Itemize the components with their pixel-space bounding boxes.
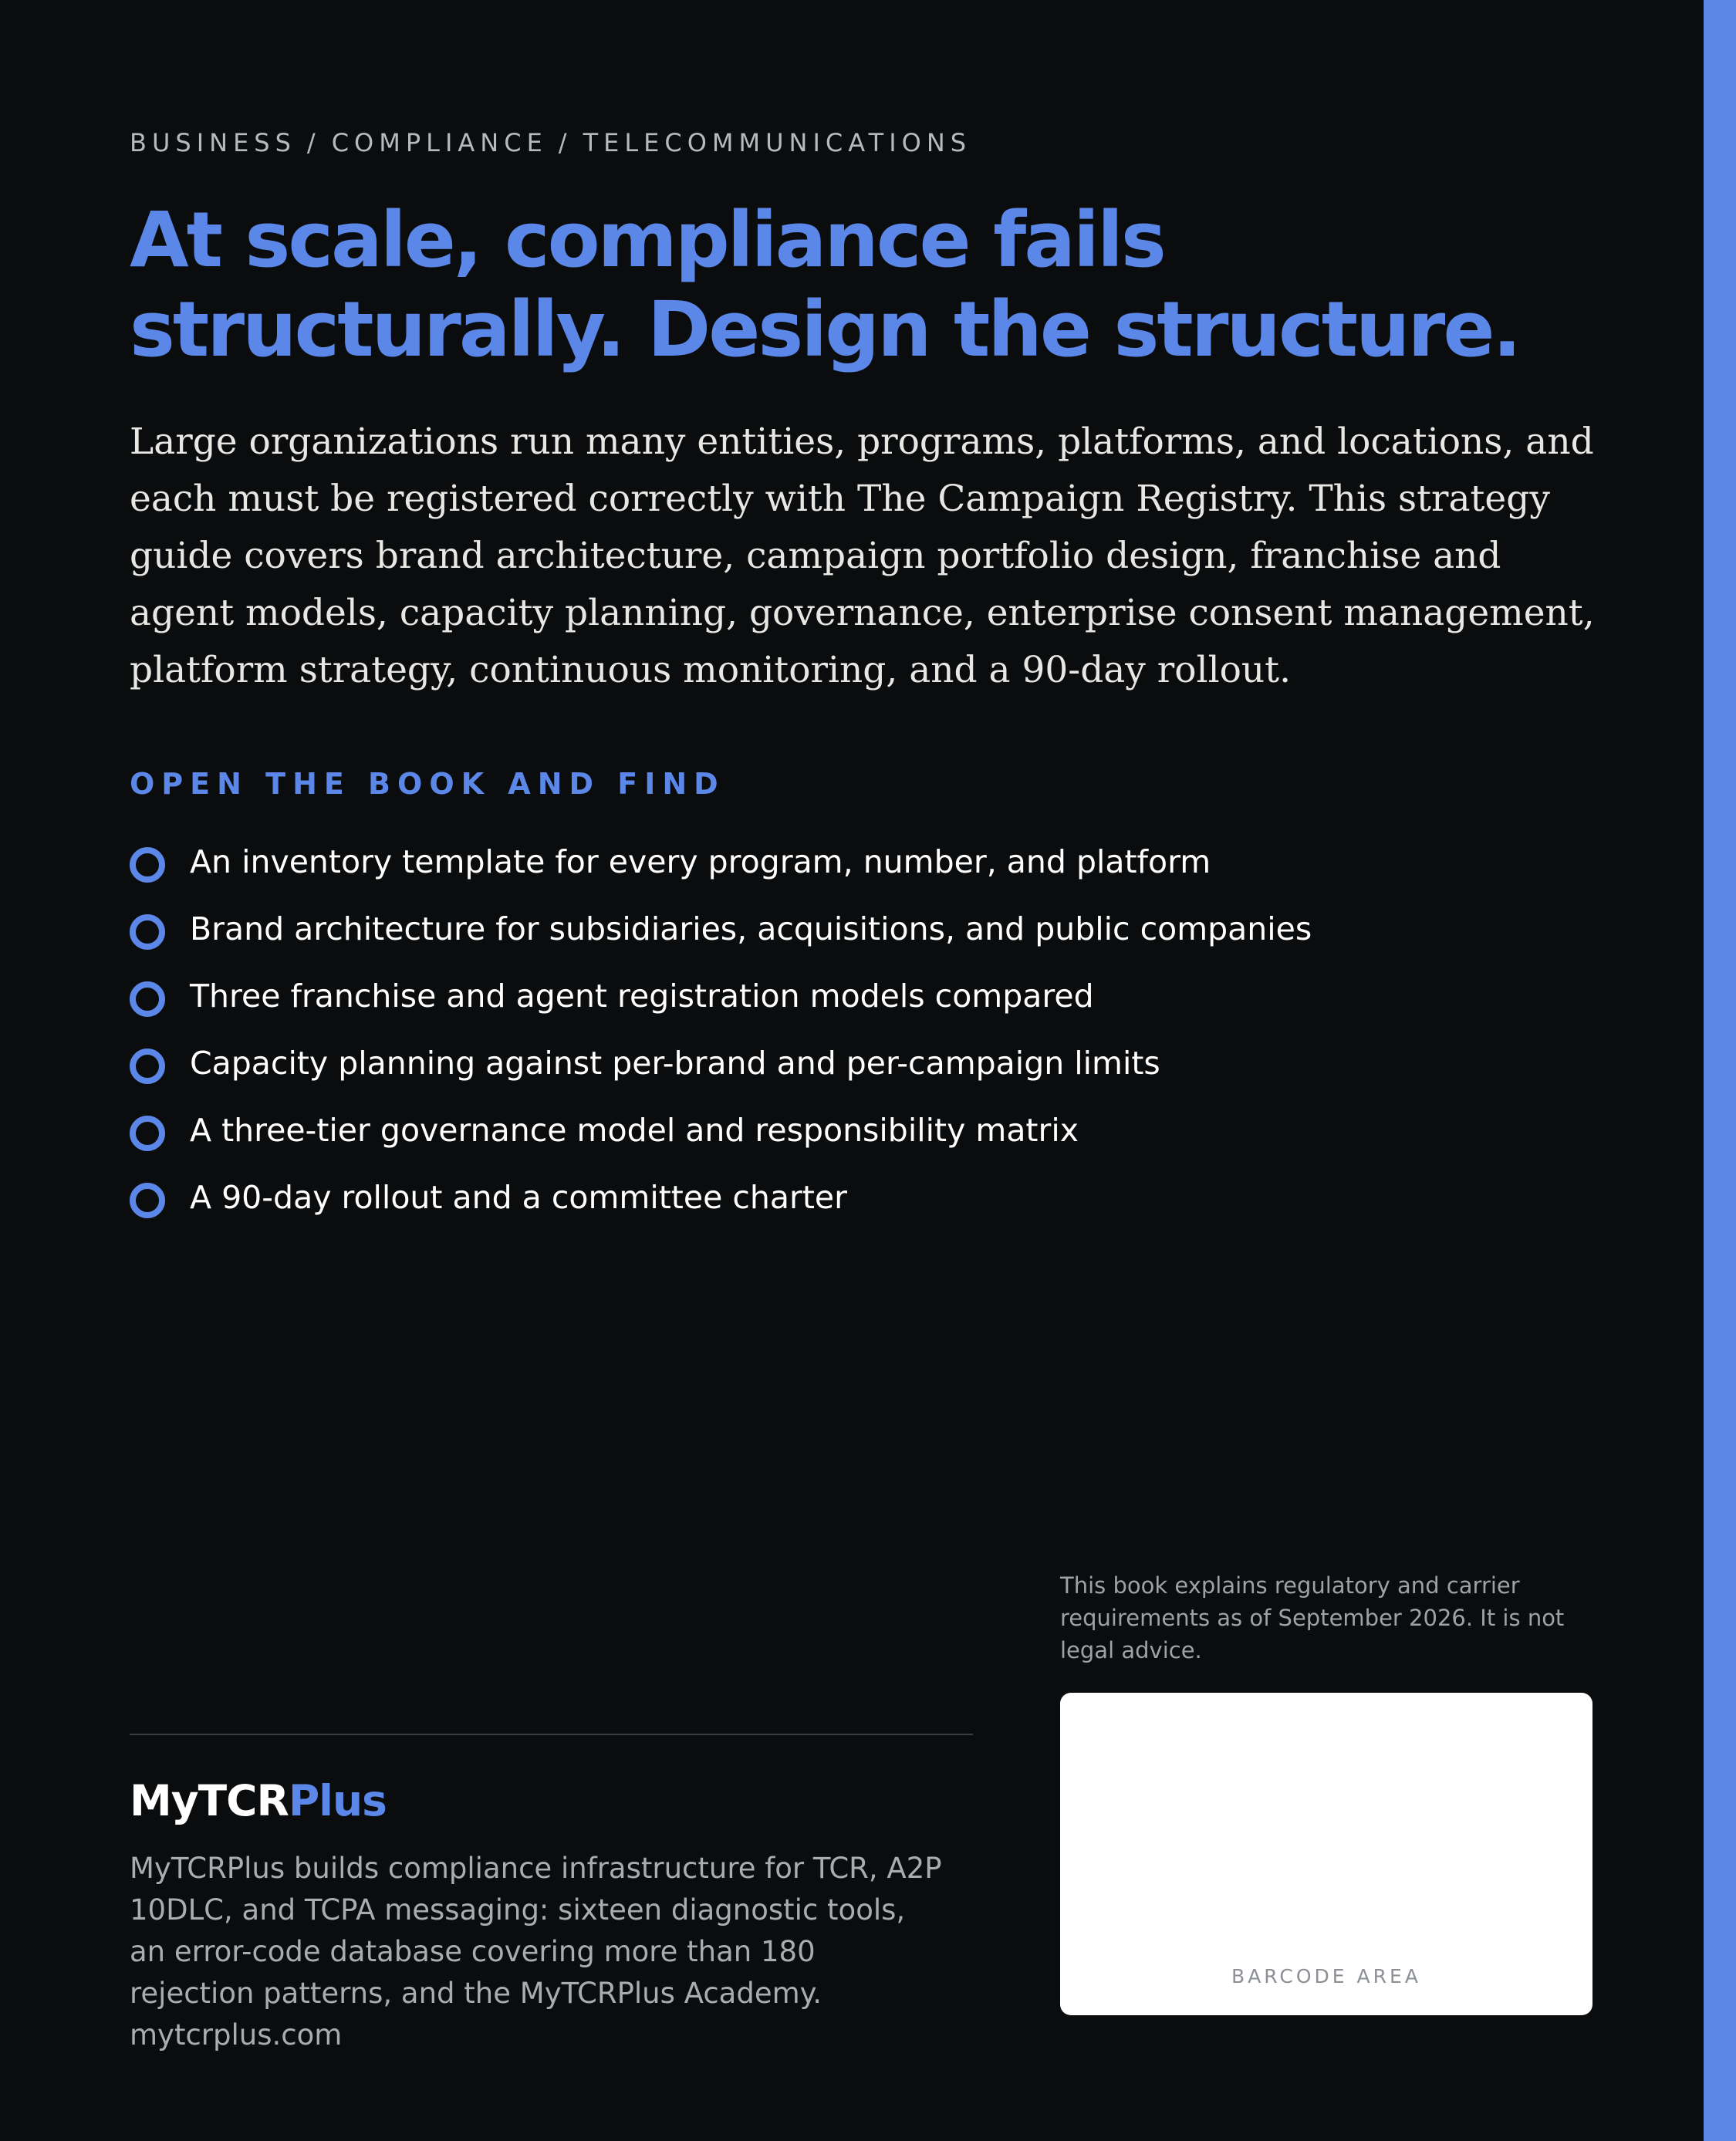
barcode-area bbox=[1060, 1693, 1592, 2015]
accent-side-bar bbox=[1704, 0, 1736, 2141]
ring-icon bbox=[130, 1049, 165, 1084]
brand-logo bbox=[130, 1776, 387, 1825]
feature-item bbox=[130, 1036, 1312, 1103]
feature-item-label: An inventory template for every program, number, and platform bbox=[190, 843, 1211, 880]
headline-line-1: At scale, compliance fails bbox=[130, 196, 1164, 285]
feature-item bbox=[130, 1103, 1312, 1170]
ring-icon bbox=[130, 1183, 165, 1218]
legal-disclaimer: This book explains regulatory and carrier requirements as of September 2026. It is not legal advice. bbox=[1060, 1572, 1565, 1663]
ring-icon bbox=[130, 1116, 165, 1151]
headline bbox=[130, 196, 1596, 375]
breadcrumb-item-compliance: COMPLIANCE bbox=[331, 128, 548, 157]
barcode-area-label: BARCODE AREA bbox=[1231, 1965, 1421, 1987]
footer-divider bbox=[130, 1734, 973, 1735]
brand-name-main: MyTCR bbox=[130, 1776, 289, 1825]
breadcrumb-separator: / bbox=[306, 128, 321, 157]
feature-item-label: Three franchise and agent registration models compared bbox=[190, 978, 1094, 1015]
feature-item-label: Capacity planning against per-brand and per-campaign limits bbox=[190, 1045, 1160, 1082]
feature-item bbox=[130, 835, 1312, 902]
ring-icon bbox=[130, 914, 165, 950]
feature-item-label: A 90-day rollout and a committee charter bbox=[190, 1179, 848, 1216]
publisher-description: MyTCRPlus builds compliance infrastructure for TCR, A2P 10DLC, and TCPA messaging: sixteen diagnostic tools, an error-code database covering more than 180 rejection patterns, and the MyTCRPlus Academy. mytcrplus.com bbox=[130, 1852, 942, 2052]
feature-list bbox=[130, 835, 1312, 1238]
feature-item-label: A three-tier governance model and responsibility matrix bbox=[190, 1112, 1079, 1149]
breadcrumb-item-telecommunications: TELECOMMUNICATIONS bbox=[583, 128, 972, 157]
feature-item bbox=[130, 1170, 1312, 1238]
ring-icon bbox=[130, 847, 165, 883]
find-section-title: OPEN THE BOOK AND FIND bbox=[130, 767, 725, 801]
intro-paragraph: Large organizations run many entities, programs, platforms, and locations, and each must be registered correctly with The Campaign Registry. This strategy guide covers brand architecture, campaign portfolio design, franchise and agent models, capacity planning, governance, enterprise consent management, platform strategy, continuous monitoring, and a 90-day rollout. bbox=[130, 420, 1595, 691]
brand-name-accent: Plus bbox=[288, 1776, 387, 1825]
feature-item bbox=[130, 969, 1312, 1036]
breadcrumb-item-business: BUSINESS bbox=[130, 128, 296, 157]
ring-icon bbox=[130, 981, 165, 1017]
breadcrumb bbox=[130, 128, 971, 157]
feature-item bbox=[130, 902, 1312, 969]
headline-line-2: structurally. Design the structure. bbox=[130, 285, 1520, 374]
feature-item-label: Brand architecture for subsidiaries, acquisitions, and public companies bbox=[190, 910, 1312, 947]
breadcrumb-separator: / bbox=[558, 128, 572, 157]
